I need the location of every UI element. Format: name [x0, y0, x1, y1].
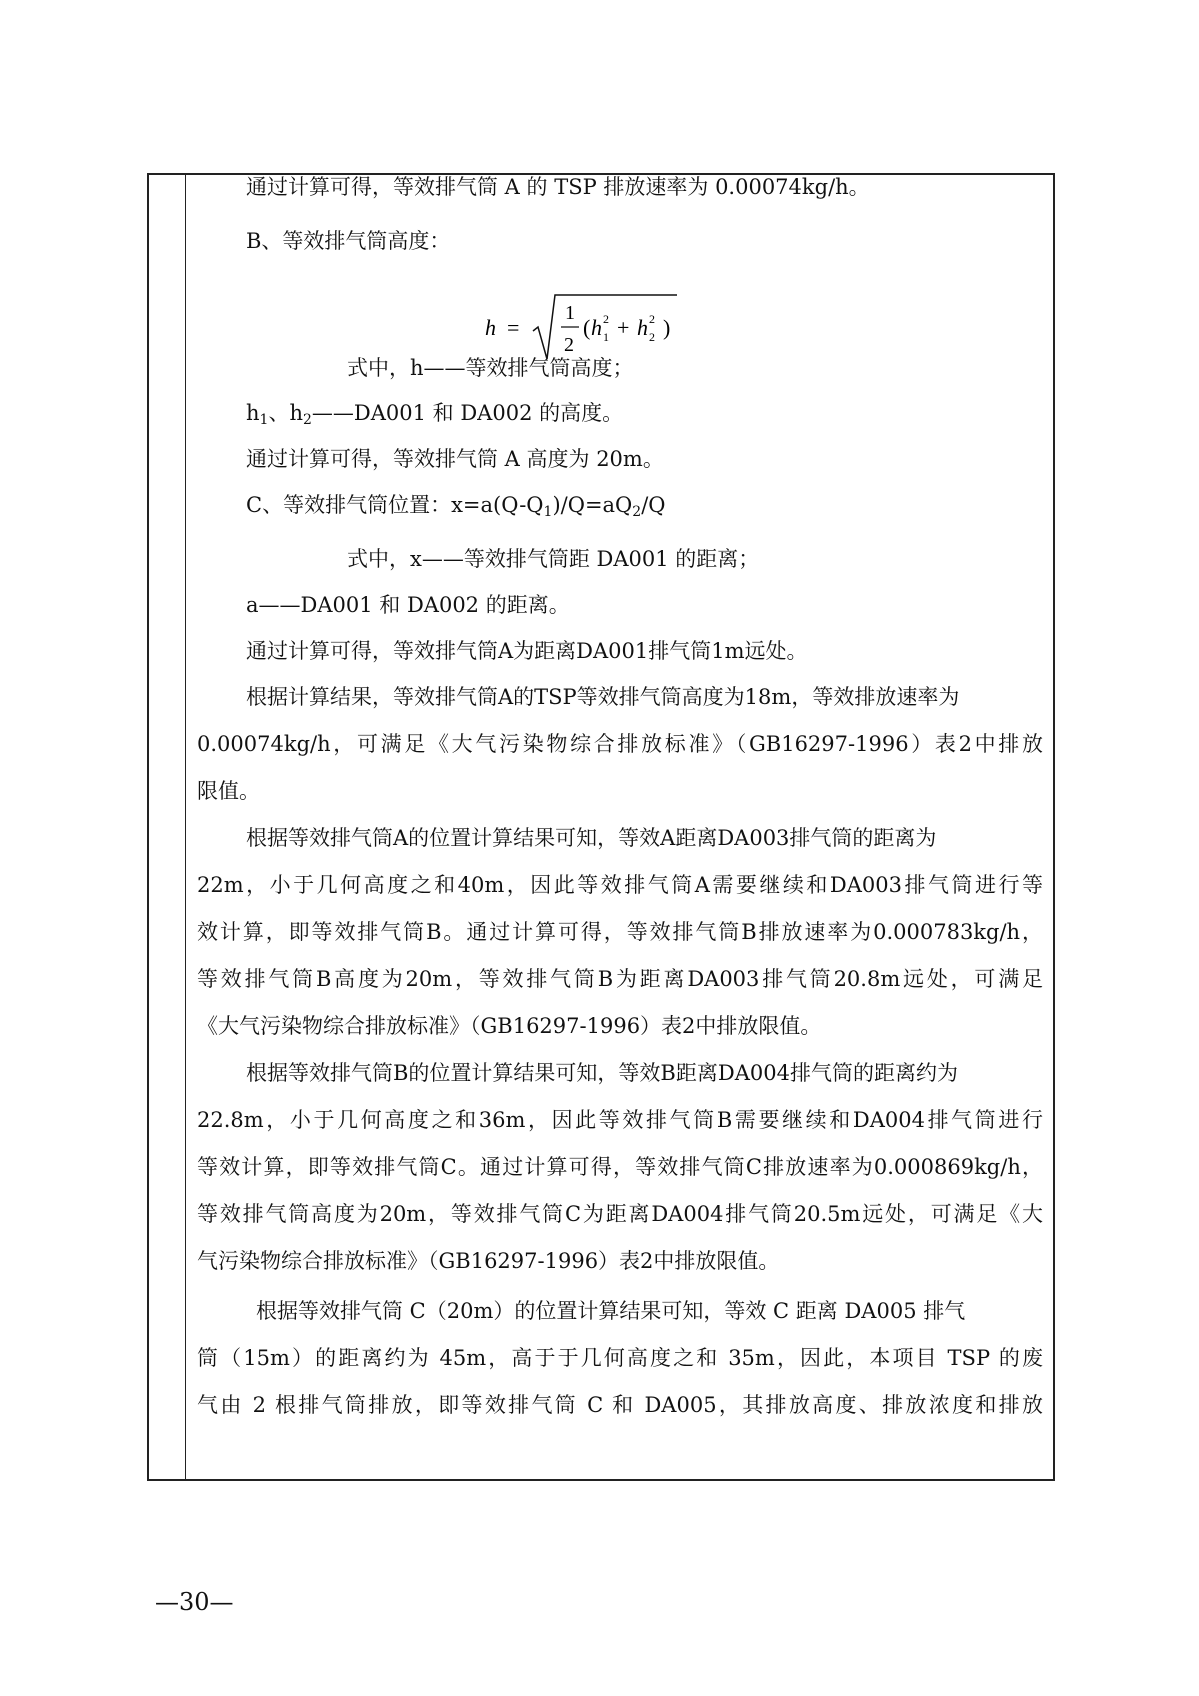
paragraph-line: 气由 2 根排气筒排放，即等效排气筒 C 和 DA005，其排放高度、排放浓度和排放 [197, 1393, 1043, 1417]
table-left-column [149, 175, 186, 1479]
content-table [147, 173, 1055, 1481]
paragraph-line: 根据等效排气筒A的位置计算结果可知，等效A距离DA003排气筒的距离为 [246, 826, 937, 850]
svg-text:h: h [485, 315, 496, 340]
text-line: B、等效排气筒高度： [246, 229, 451, 253]
svg-text:2: 2 [564, 334, 574, 356]
svg-text:h: h [591, 315, 602, 340]
svg-text:2: 2 [603, 312, 609, 326]
svg-text:(: ( [583, 315, 591, 340]
paragraph-line: 等效排气筒B高度为20m，等效排气筒B为距离DA003排气筒20.8m远处，可满足 [197, 967, 1043, 991]
svg-text:1: 1 [603, 330, 609, 344]
svg-text:): ) [663, 315, 671, 340]
text-line: C、等效排气筒位置：$x=a(Q-Q_1)/Q=aQ_2/Q$ [246, 493, 666, 520]
page-number: —30— [155, 1588, 234, 1616]
text-line: 通过计算可得，等效排气筒 A 的 TSP 排放速率为 0.00074kg/h。 [246, 175, 870, 199]
paragraph-line: 等效排气筒高度为20m，等效排气筒C为距离DA004排气筒20.5m远处，可满足《大 [197, 1202, 1043, 1226]
paragraph-line: 根据等效排气筒B的位置计算结果可知，等效B距离DA004排气筒的距离约为 [246, 1061, 958, 1085]
text-line: 通过计算可得，等效排气筒A为距离DA001排气筒1m远处。 [246, 639, 808, 663]
text-line: 式中，h——等效排气筒高度； [347, 356, 634, 380]
svg-text:+: + [617, 315, 630, 340]
text-line: $h_1$、$h_2——DA001$ 和 DA002 的高度。 [246, 401, 624, 428]
paragraph-line: 根据计算结果，等效排气筒A的TSP等效排气筒高度为18m，等效排放速率为 [246, 685, 960, 709]
paragraph-line: 《大气污染物综合排放标准》（GB16297-1996）表2中排放限值。 [197, 1014, 822, 1038]
svg-text:h: h [637, 315, 648, 340]
svg-text:2: 2 [649, 312, 655, 326]
paragraph-line: 22m，小于几何高度之和40m，因此等效排气筒A需要继续和DA003排气筒进行等 [197, 873, 1043, 897]
text-line: 式中，x——等效排气筒距 DA001 的距离； [347, 547, 760, 571]
svg-text:1: 1 [565, 302, 575, 324]
paragraph-line: 0.00074kg/h，可满足《大气污染物综合排放标准》（GB16297-1996）表2中排放 [197, 732, 1043, 756]
table-content-cell [197, 175, 1043, 1479]
paragraph-line: 限值。 [197, 779, 260, 803]
text-line: a——DA001 和 DA002 的距离。 [246, 593, 570, 617]
svg-text:=: = [507, 315, 520, 340]
paragraph-line: 等效计算，即等效排气筒C。通过计算可得，等效排气筒C排放速率为0.000869kg/h， [197, 1155, 1043, 1179]
text-line: 通过计算可得，等效排气筒 A 高度为 20m。 [246, 447, 664, 471]
paragraph-line: 根据等效排气筒 C（20m）的位置计算结果可知，等效 C 距离 DA005 排气 [256, 1299, 966, 1323]
paragraph-line: 效计算，即等效排气筒B。通过计算可得，等效排气筒B排放速率为0.000783kg/h， [197, 920, 1043, 944]
paragraph-line: 筒（15m）的距离约为 45m，高于于几何高度之和 35m，因此，本项目 TSP 的废 [197, 1346, 1043, 1370]
paragraph-line: 22.8m，小于几何高度之和36m，因此等效排气筒B需要继续和DA004排气筒进行 [197, 1108, 1043, 1132]
paragraph-line: 气污染物综合排放标准》（GB16297-1996）表2中排放限值。 [197, 1249, 780, 1273]
svg-text:2: 2 [649, 330, 655, 344]
